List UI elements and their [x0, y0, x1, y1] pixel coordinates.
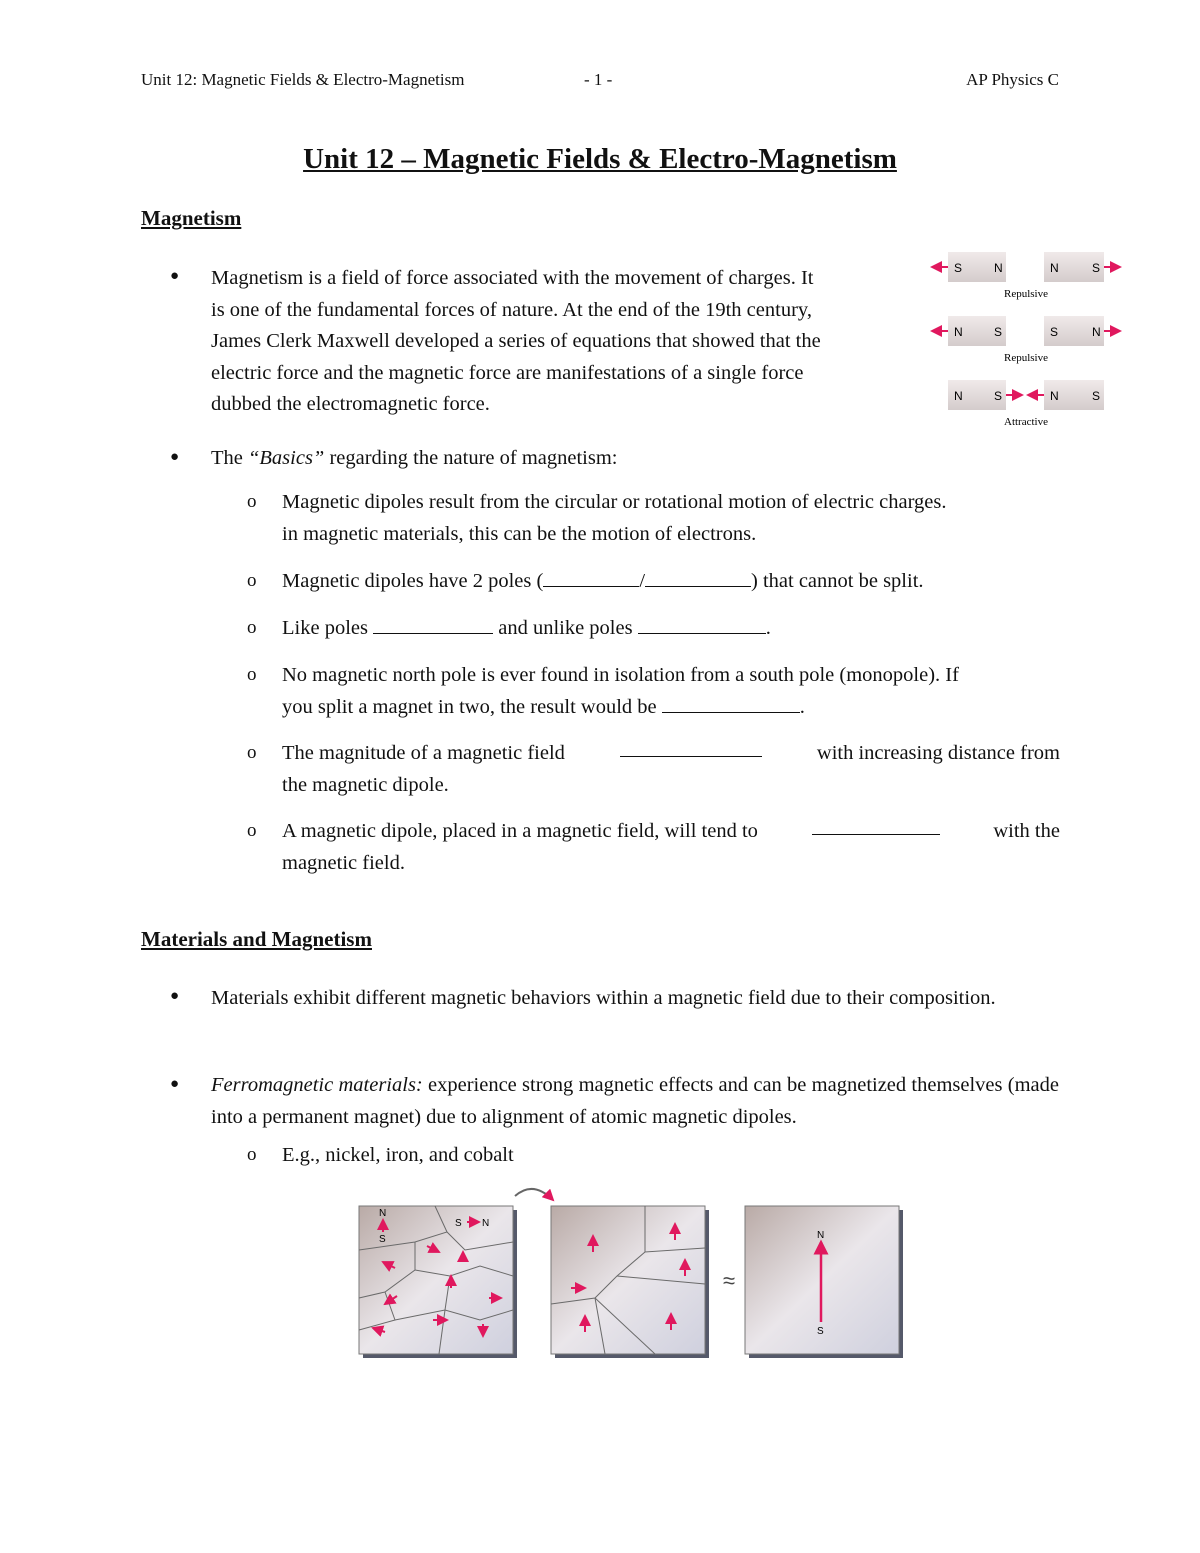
text-run: Like poles [282, 617, 368, 639]
header-left: Unit 12: Magnetic Fields & Electro-Magnetism [141, 70, 465, 89]
section-heading-materials: Materials and Magnetism [141, 927, 372, 951]
pole-label: N [1050, 389, 1059, 403]
text-run: The [211, 447, 248, 469]
emphasis-text: “Basics” [248, 447, 325, 469]
page-number: - 1 - [584, 70, 613, 89]
sub-item [282, 487, 1060, 550]
text-line: magnetic field. [282, 851, 405, 874]
text-line [282, 738, 1060, 770]
text-line: Magnetism is a field of force associated with the movement of charges. It [211, 267, 814, 289]
pole-label: S [954, 261, 963, 275]
sub-item [282, 613, 771, 645]
figure-caption: Repulsive [1004, 352, 1048, 364]
sub-bullet-icon: o [247, 491, 257, 512]
pole-label: N [994, 261, 1003, 275]
text-line: the magnetic dipole. [282, 773, 449, 796]
materials-paragraph: Materials exhibit different magnetic behaviors within a magnetic field due to their composition. [211, 987, 996, 1009]
text-line: is one of the fundamental forces of nature. At the end of the 19th century, [211, 298, 812, 321]
pole-label: N [954, 389, 963, 403]
example-text: E.g., nickel, iron, and cobalt [282, 1144, 514, 1166]
pole-label: S [817, 1326, 824, 1337]
magnetism-paragraph [211, 263, 899, 421]
fill-in-blank[interactable] [662, 694, 800, 713]
pole-label: N [482, 1218, 490, 1229]
fill-in-blank[interactable] [620, 738, 762, 757]
sub-item [282, 816, 1060, 879]
pole-label: N [1050, 261, 1059, 275]
fill-in-blank[interactable] [812, 816, 940, 835]
text-run: Magnetic dipoles have 2 poles ( [282, 570, 544, 592]
approx-symbol: ≈ [723, 1268, 736, 1293]
text-line: James Clerk Maxwell developed a series of equations that showed that the [211, 330, 821, 352]
sub-bullet-icon: o [247, 820, 257, 841]
emphasis-text: Ferromagnetic materials: [211, 1074, 423, 1096]
pole-label: N [817, 1230, 825, 1241]
domain-panel [551, 1206, 705, 1354]
pole-label: N [954, 325, 963, 339]
text-line [282, 816, 1060, 848]
text-run: . [799, 695, 805, 718]
text-run: with the [993, 820, 1060, 842]
fill-in-blank[interactable] [373, 615, 493, 634]
page-title: Unit 12 – Magnetic Fields & Electro-Magnetism [303, 143, 897, 175]
pole-label: S [994, 389, 1003, 403]
bullet-icon: ● [170, 988, 180, 1004]
fill-in-blank[interactable] [543, 568, 639, 587]
text-run: you split a magnet in two, the result would be [282, 695, 657, 718]
text-run: . [765, 617, 771, 639]
fill-in-blank[interactable] [645, 568, 751, 587]
sub-bullet-icon: o [247, 1144, 257, 1165]
text-run: A magnetic dipole, placed in a magnetic field, will tend to [282, 820, 758, 842]
figure-caption: Attractive [1004, 416, 1048, 428]
pole-label: S [1050, 325, 1059, 339]
text-run: and unlike poles [498, 617, 633, 639]
text-line [282, 692, 1060, 724]
sub-bullet-icon: o [247, 664, 257, 685]
magnetic-domains-figure [355, 1180, 907, 1362]
figure-caption: Repulsive [1004, 288, 1048, 300]
text-line: in magnetic materials, this can be the motion of electrons. [282, 522, 757, 545]
text-line: dubbed the electromagnetic force. [211, 393, 490, 415]
bullet-icon: ● [170, 1076, 180, 1092]
text-run: / [639, 570, 646, 592]
text-line: No magnetic north pole is ever found in isolation from a south pole (monopole). If [282, 664, 959, 686]
pole-label: N [1092, 325, 1101, 339]
sub-item [282, 566, 924, 598]
text-run: experience strong magnetic effects and can be magnetized themselves (made into a permanent magnet) due to alignment of atomic magnetic dipoles. [211, 1074, 1059, 1128]
sub-bullet-icon: o [247, 570, 257, 591]
pole-label: S [455, 1218, 462, 1229]
fill-in-blank[interactable] [638, 615, 766, 634]
text-run: regarding the nature of magnetism: [324, 447, 618, 469]
sub-bullet-icon: o [247, 742, 257, 763]
header-right: AP Physics C [966, 70, 1059, 89]
pole-label: S [994, 325, 1003, 339]
page-header [141, 70, 1059, 94]
text-run: The magnitude of a magnetic field [282, 742, 565, 764]
text-line: Magnetic dipoles result from the circular or rotational motion of electric charges. [282, 491, 947, 513]
pole-label: N [379, 1208, 387, 1219]
text-run: ) that cannot be split. [751, 570, 924, 592]
bullet-icon: ● [170, 449, 180, 465]
sub-item [282, 660, 1060, 723]
text-run: with increasing distance from [816, 742, 1060, 764]
text-line: electric force and the magnetic force are manifestations of a single force [211, 361, 804, 384]
transition-arrow [515, 1189, 553, 1200]
ferromagnetic-paragraph [211, 1070, 1059, 1133]
pole-label: S [1092, 261, 1101, 275]
section-heading-magnetism: Magnetism [141, 206, 242, 230]
basics-bullet [211, 443, 618, 475]
bullet-icon: ● [170, 268, 180, 284]
sub-item [282, 738, 1060, 801]
magnet-poles-figure [928, 250, 1124, 432]
pole-label: S [379, 1234, 386, 1245]
sub-bullet-icon: o [247, 617, 257, 638]
pole-label: S [1092, 389, 1101, 403]
